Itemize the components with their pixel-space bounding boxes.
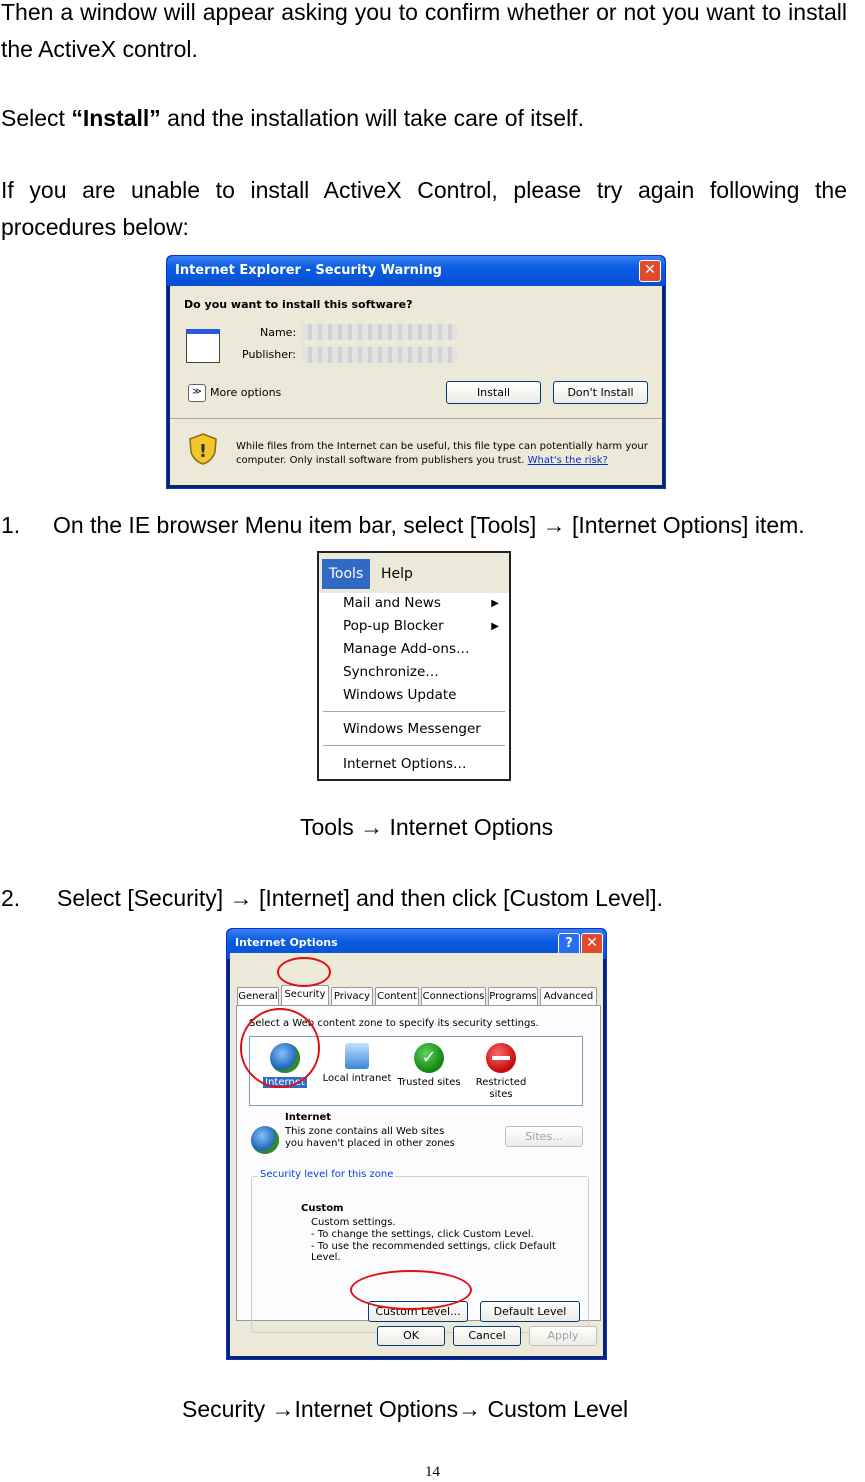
- security-level-name: Custom: [301, 1203, 344, 1214]
- tab-connections[interactable]: Connections: [421, 987, 486, 1006]
- zone-trusted-sites-label: Trusted sites: [397, 1077, 461, 1088]
- menu-item-mail-and-news[interactable]: Mail and News: [343, 595, 441, 611]
- page-number: 14: [425, 1464, 440, 1480]
- security-warning-titlebar: [167, 256, 665, 286]
- menu-item-synchronize[interactable]: Synchronize…: [343, 664, 439, 680]
- menu-item-popup-blocker[interactable]: Pop-up Blocker: [343, 618, 444, 634]
- menu-item-internet-options[interactable]: Internet Options…: [343, 756, 467, 772]
- annotation-circle-security-tab: [277, 957, 331, 987]
- close-icon[interactable]: ✕: [581, 933, 603, 955]
- install-button[interactable]: Install: [446, 381, 541, 404]
- sites-button[interactable]: Sites...: [505, 1126, 583, 1147]
- apply-button[interactable]: Apply: [529, 1326, 597, 1346]
- intro-paragraph-3: If you are unable to install ActiveX Control, please try again following the procedures below:: [1, 177, 847, 240]
- tab-general[interactable]: General: [237, 987, 279, 1006]
- shield-warning-icon: [186, 432, 220, 466]
- security-warning-title: Internet Explorer - Security Warning: [175, 263, 442, 278]
- zone-internet-label: Internet: [265, 1077, 305, 1088]
- name-label: Name:: [260, 326, 297, 339]
- step-2-text: Select [Security] → [Internet] and then click [Custom Level].: [57, 885, 663, 911]
- submenu-arrow-icon: ▶: [491, 621, 499, 632]
- whats-the-risk-link[interactable]: What's the risk?: [527, 455, 608, 466]
- tab-programs[interactable]: Programs: [488, 987, 538, 1006]
- svg-text:!: !: [198, 441, 208, 462]
- install-question: Do you want to install this software?: [184, 298, 413, 311]
- help-icon[interactable]: ?: [558, 933, 580, 955]
- security-level-group-title: Security level for this zone: [260, 1169, 394, 1180]
- zone-restricted-sites[interactable]: [466, 1037, 536, 1101]
- more-options-label[interactable]: More options: [210, 386, 282, 399]
- blurred-name-value: [302, 324, 457, 340]
- step-2-number: 2.: [1, 885, 21, 911]
- security-level-line-2: - To change the settings, click Custom Level.: [311, 1229, 534, 1240]
- computer-globe-icon: [345, 1043, 369, 1069]
- custom-level-button[interactable]: Custom Level...: [368, 1301, 468, 1322]
- divider: [170, 418, 662, 419]
- menu-item-windows-messenger[interactable]: Windows Messenger: [343, 721, 481, 737]
- zone-restricted-sites-label: Restricted sites: [475, 1077, 527, 1100]
- intro-paragraph-2: [1, 100, 584, 137]
- zone-description: This zone contains all Web sites you haven't placed in other zones: [285, 1126, 455, 1149]
- zone-prompt: Select a Web content zone to specify its security settings.: [249, 1018, 539, 1029]
- default-level-button[interactable]: Default Level: [480, 1301, 580, 1322]
- step-1-text: On the IE browser Menu item bar, select [Tools] → [Internet Options] item.: [53, 512, 805, 538]
- restricted-icon: [486, 1043, 516, 1073]
- zone-title: Internet: [285, 1112, 332, 1123]
- tab-privacy[interactable]: Privacy: [331, 987, 373, 1006]
- warning-text: [236, 440, 656, 468]
- menu-item-manage-addons[interactable]: Manage Add-ons…: [343, 641, 470, 657]
- menu-separator: [323, 711, 505, 712]
- security-warning-dialog: [166, 255, 666, 489]
- checkmark-icon: ✓: [414, 1043, 444, 1073]
- publisher-label: Publisher:: [242, 348, 297, 361]
- ok-button[interactable]: OK: [377, 1326, 445, 1346]
- menu-item-windows-update[interactable]: Windows Update: [343, 687, 457, 703]
- dont-install-button[interactable]: Don't Install: [553, 381, 648, 404]
- menu-help[interactable]: Help: [381, 566, 413, 582]
- annotation-circle-custom-level: [350, 1270, 472, 1310]
- intro-install-bold: “Install”: [71, 105, 161, 131]
- chevron-down-icon[interactable]: ≫: [188, 384, 206, 402]
- tab-content[interactable]: Content: [375, 987, 419, 1006]
- tab-advanced[interactable]: Advanced: [540, 987, 597, 1006]
- intro-select-prefix: Select: [1, 105, 72, 131]
- security-level-line-3: - To use the recommended settings, click Default Level.: [311, 1241, 556, 1263]
- program-window-icon: [186, 329, 220, 363]
- internet-options-title: Internet Options: [235, 936, 338, 949]
- zone-local-intranet[interactable]: [322, 1037, 392, 1084]
- security-warning-body: [170, 286, 662, 485]
- globe-icon: [251, 1126, 279, 1154]
- menu-tools[interactable]: Tools: [322, 559, 370, 589]
- blurred-publisher-value: [302, 347, 457, 363]
- zone-trusted-sites[interactable]: [394, 1037, 464, 1088]
- tools-caption: Tools → Internet Options: [300, 814, 554, 840]
- tab-security[interactable]: Security: [281, 985, 329, 1006]
- security-level-line-1: Custom settings.: [311, 1217, 396, 1228]
- zone-local-intranet-label: Local intranet: [322, 1073, 392, 1084]
- security-caption: Security →Internet Options→ Custom Level: [182, 1396, 629, 1422]
- intro-select-suffix: and the installation will take care of itself.: [160, 105, 584, 131]
- warning-text-body: While files from the Internet can be useful, this file type can potentially harm your computer. Only install software from publishers you trust.: [236, 441, 648, 466]
- submenu-arrow-icon: ▶: [491, 598, 499, 609]
- close-icon[interactable]: ✕: [639, 260, 661, 282]
- annotation-circle-internet-zone: [240, 1008, 320, 1088]
- step-1-number: 1.: [1, 512, 21, 538]
- menu-separator: [323, 745, 505, 746]
- menubar: [319, 553, 509, 593]
- cancel-button[interactable]: Cancel: [453, 1326, 521, 1346]
- tools-menu-screenshot: [317, 551, 511, 781]
- intro-paragraph-1: Then a window will appear asking you to confirm whether or not you want to install the ActiveX control.: [1, 0, 847, 62]
